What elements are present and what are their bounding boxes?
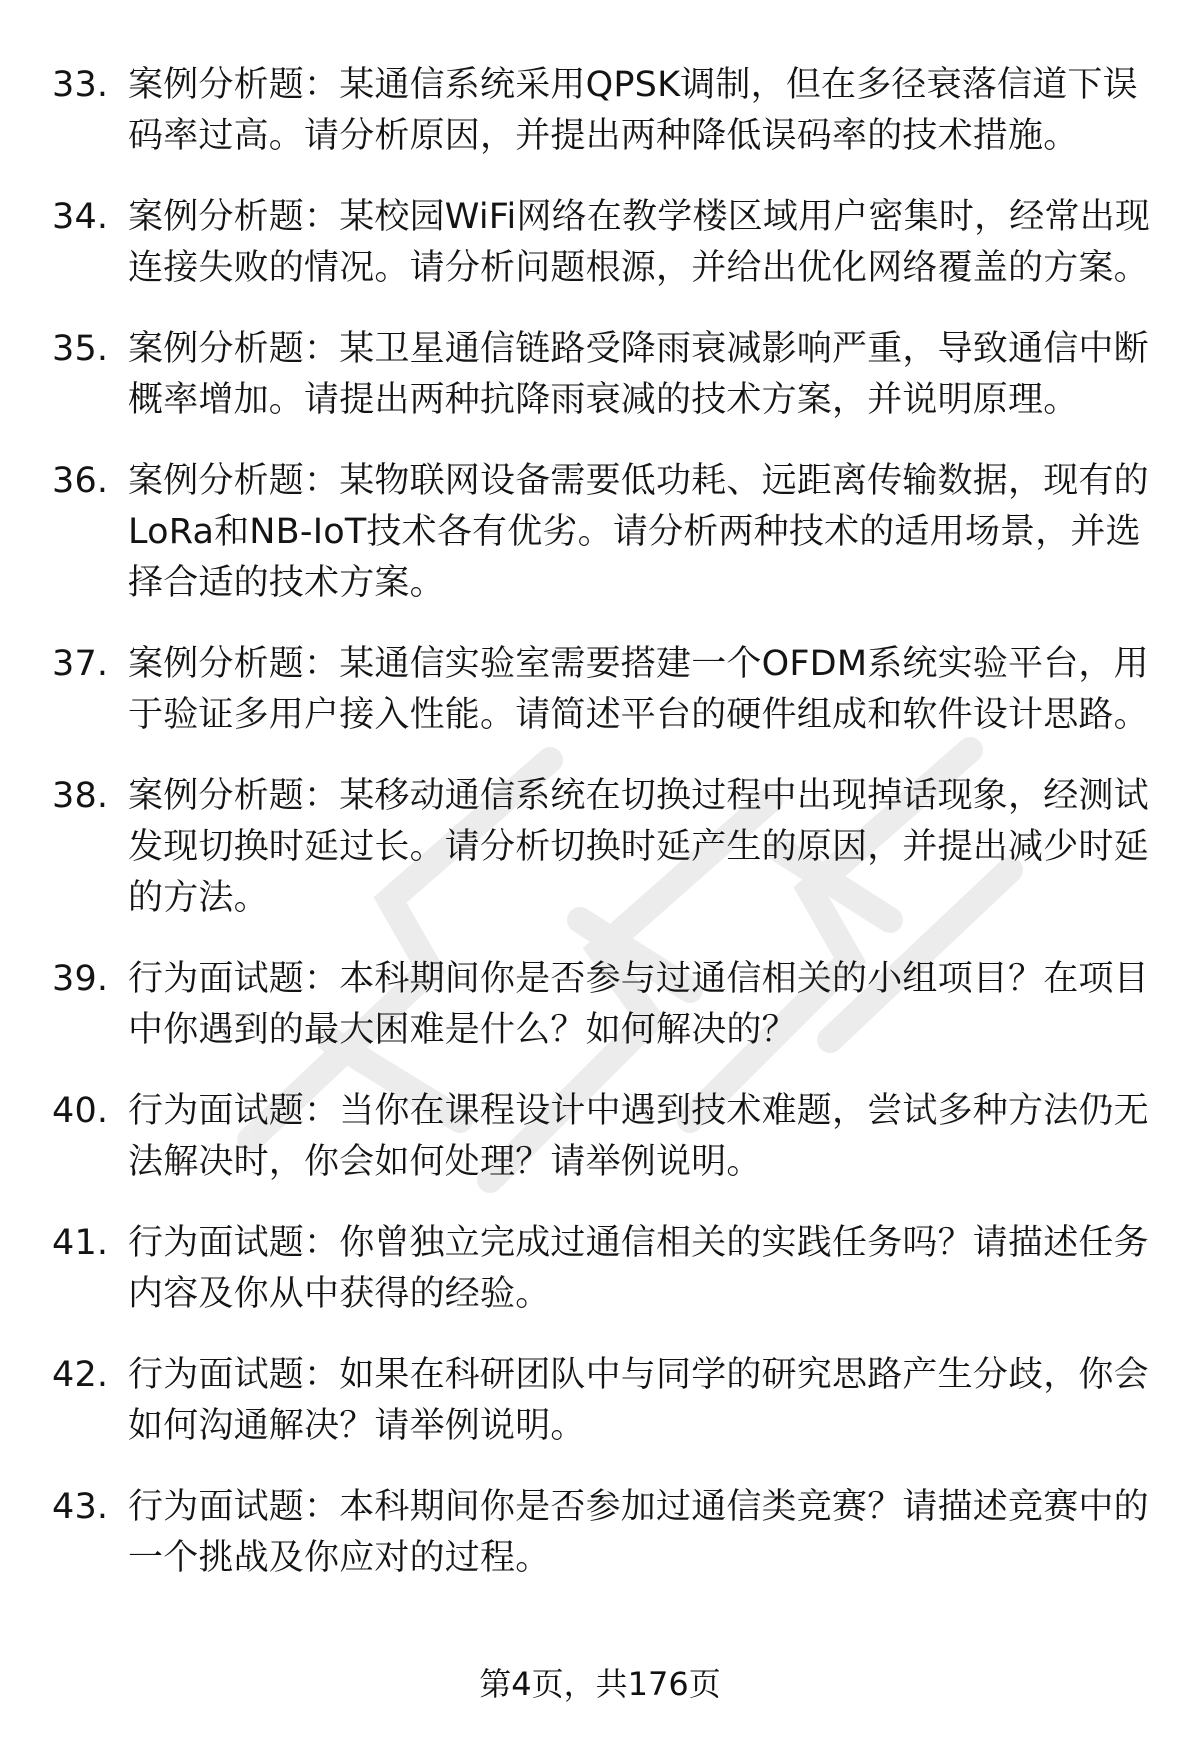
question-item <box>52 639 1157 741</box>
question-item <box>52 456 1157 609</box>
question-item <box>52 60 1157 162</box>
question-item <box>52 192 1157 294</box>
question-item <box>52 771 1157 924</box>
question-item <box>52 324 1157 426</box>
question-number: 36. <box>52 461 109 501</box>
question-text: 案例分析题：某物联网设备需要低功耗、远距离传输数据，现有的LoRa和NB-IoT技术各有优劣。请分析两种技术的适用场景，并选择合适的技术方案。 <box>128 461 1149 603</box>
question-text: 案例分析题：某移动通信系统在切换过程中出现掉话现象，经测试发现切换时延过长。请分析切换时延产生的原因，并提出减少时延的方法。 <box>128 776 1149 918</box>
question-text: 行为面试题：如果在科研团队中与同学的研究思路产生分歧，你会如何沟通解决？请举例说明。 <box>128 1355 1149 1446</box>
question-list <box>52 60 1157 1614</box>
question-number: 41. <box>52 1223 109 1263</box>
question-number: 38. <box>52 776 109 816</box>
question-number: 34. <box>52 197 109 237</box>
question-text: 案例分析题：某卫星通信链路受降雨衰减影响严重，导致通信中断概率增加。请提出两种抗降雨衰减的技术方案，并说明原理。 <box>128 329 1149 420</box>
question-number: 42. <box>52 1355 109 1395</box>
question-number: 33. <box>52 65 109 105</box>
question-item <box>52 1482 1157 1584</box>
question-number: 37. <box>52 644 109 684</box>
question-number: 35. <box>52 329 109 369</box>
question-text: 行为面试题：本科期间你是否参加过通信类竞赛？请描述竞赛中的一个挑战及你应对的过程。 <box>128 1487 1149 1578</box>
question-item <box>52 954 1157 1056</box>
question-item <box>52 1218 1157 1320</box>
question-text: 行为面试题：本科期间你是否参与过通信相关的小组项目？在项目中你遇到的最大困难是什么？如何解决的？ <box>128 959 1149 1050</box>
question-text: 案例分析题：某校园WiFi网络在教学楼区域用户密集时，经常出现连接失败的情况。请分析问题根源，并给出优化网络覆盖的方案。 <box>128 197 1151 288</box>
question-text: 行为面试题：你曾独立完成过通信相关的实践任务吗？请描述任务内容及你从中获得的经验。 <box>128 1223 1149 1314</box>
question-text: 案例分析题：某通信实验室需要搭建一个OFDM系统实验平台，用于验证多用户接入性能。请简述平台的硬件组成和软件设计思路。 <box>128 644 1149 735</box>
page-footer: 第4页，共176页 <box>479 1665 721 1703</box>
question-text: 案例分析题：某通信系统采用QPSK调制，但在多径衰落信道下误码率过高。请分析原因，并提出两种降低误码率的技术措施。 <box>128 65 1138 156</box>
question-number: 43. <box>52 1487 109 1527</box>
question-number: 40. <box>52 1091 109 1131</box>
question-item <box>52 1086 1157 1188</box>
question-number: 39. <box>52 959 109 999</box>
question-text: 行为面试题：当你在课程设计中遇到技术难题，尝试多种方法仍无法解决时，你会如何处理？请举例说明。 <box>128 1091 1149 1182</box>
question-item <box>52 1350 1157 1452</box>
